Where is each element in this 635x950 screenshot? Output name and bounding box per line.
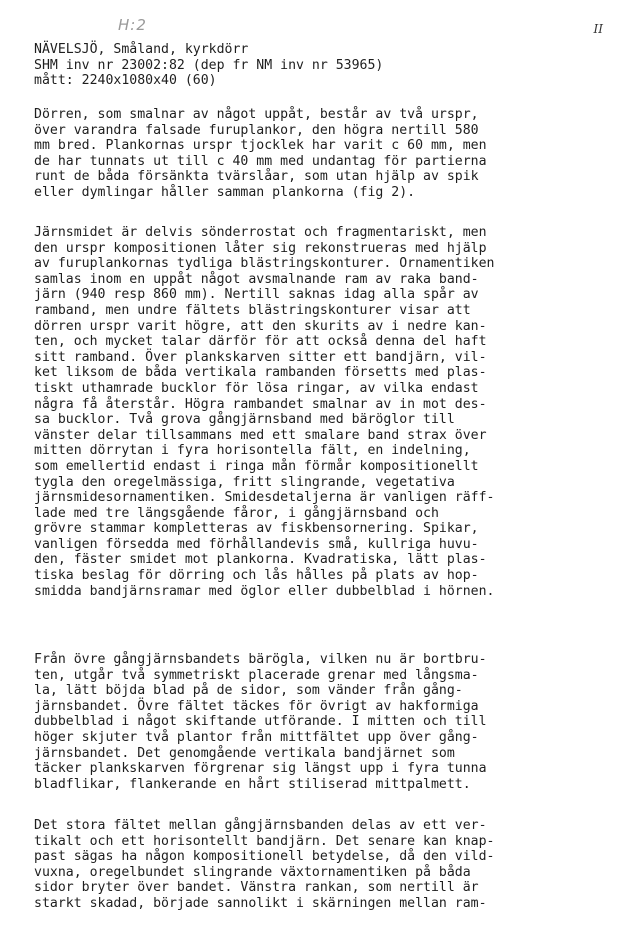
text-line: den, fäster smidet mot plankorna. Kvadratiska, lätt plas- (34, 552, 487, 568)
paragraph-1 (34, 107, 612, 201)
text-line: av furuplankornas tydliga blästringskonturer. Ornamentiken (34, 256, 495, 272)
text-line: sidor bryter över bandet. Vänstra rankan, som nertill är (34, 880, 479, 896)
text-line: Järnsmidet är delvis sönderrostat och fragmentariskt, men (34, 225, 487, 240)
text-line: la, lätt böjda blad på de sidor, som vänder från gång- (34, 683, 463, 699)
text-line: tiska beslag för dörring och lås hålles på plats av hop- (34, 568, 479, 584)
record-header (34, 42, 612, 89)
paragraph-3 (34, 652, 612, 792)
text-line: dörren urspr varit högre, att den skurits av i nedre kan- (34, 318, 487, 334)
text-line: runt de båda försänkta tvärslåar, som utan hjälp av spik (34, 169, 479, 185)
text-line: ramband, men undre fältets blästringskonturer visar att (34, 302, 471, 318)
text-line: järn (940 resp 860 mm). Nertill saknas idag alla spår av (34, 287, 479, 303)
text-line: tygla den oregelmässiga, fritt slingrande, vegetativa (34, 474, 455, 490)
text-line: täcker plankskarven förgrenar sig längst upp i fyra tunna (34, 761, 487, 777)
text-line: sa bucklor. Två grova gångjärnsband med bäröglor till (34, 412, 455, 428)
text-line: ten, och mycket talar därför för att också denna del haft (34, 334, 487, 350)
text-line: bladflikar, flankerande en hårt stiliserad mittpalmett. (34, 776, 471, 792)
handwritten-mark: H:2 (118, 16, 147, 34)
text-line: några få återstår. Högra rambandet smalnar av in mot des- (34, 396, 487, 412)
header-title-line: NÄVELSJÖ, Småland, kyrkdörr (34, 42, 249, 57)
page-number: II (593, 22, 603, 36)
text-line: Dörren, som smalnar av något uppåt, består av två urspr, (34, 107, 479, 122)
text-line: lade med tre längsgående fåror, i gångjärnsband och (34, 505, 439, 521)
text-line: ten, utgår två symmetriskt placerade grenar med långsma- (34, 667, 479, 683)
text-line: vuxna, oregelbundet slingrande växtornamentiken på båda (34, 864, 471, 880)
text-line: höger skjuter två plantor från mittfältet upp över gång- (34, 729, 479, 745)
text-line: vänster delar tillsammans med ett smalare band strax över (34, 427, 487, 443)
text-line: den urspr kompositionen låter sig rekonstrueras med hjälp (34, 240, 487, 256)
text-line: dubbelblad i något skiftande utförande. I mitten och till (34, 714, 487, 730)
text-line: past sägas ha någon kompositionell betydelse, då den vild- (34, 849, 495, 865)
text-line: järnsbandet. Övre fältet täckes för övrigt av hakformiga (34, 698, 479, 714)
paragraph-2 (34, 225, 612, 599)
text-line: grövre stammar kompletteras av fiskbensornering. Spikar, (34, 521, 479, 537)
text-line: tiskt uthamrade bucklor för lösa ringar, av vilka endast (34, 380, 479, 396)
text-line: järnsbandet. Det genomgående vertikala bandjärnet som (34, 745, 455, 761)
text-line: över varandra falsade furuplankor, den högra nertill 580 (34, 122, 479, 138)
text-line: de har tunnats ut till c 40 mm med undantag för partierna (34, 153, 487, 169)
header-dimensions-line: mått: 2240x1080x40 (60) (34, 73, 217, 89)
text-line: starkt skadad, började sannolikt i skärningen mellan ram- (34, 895, 487, 911)
text-line: vanligen försedda med förhållandevis små, kullriga huvu- (34, 536, 479, 552)
text-line: ket liksom de båda vertikala rambanden försetts med plas- (34, 365, 487, 381)
text-line: samlas inom en uppåt något avsmalnande ram av raka band- (34, 271, 479, 287)
text-line: Det stora fältet mellan gångjärnsbanden delas av ett ver- (34, 818, 487, 833)
text-line: smidda bandjärnsramar med öglor eller dubbelblad i hörnen. (34, 583, 495, 599)
text-line: mitten dörrytan i fyra horisontella fält, en indelning, (34, 443, 471, 459)
text-line: som emellertid endast i ringa mån förmår kompositionellt (34, 458, 479, 474)
text-line: Från övre gångjärnsbandets bärögla, vilken nu är bortbru- (34, 652, 487, 667)
text-line: tikalt och ett horisontellt bandjärn. Det senare kan knap- (34, 833, 495, 849)
text-line: eller dymlingar håller samman plankorna (fig 2). (34, 184, 416, 200)
text-line: sitt ramband. Över plankskarven sitter ett bandjärn, vil- (34, 349, 487, 365)
text-line: järnsmidesornamentiken. Smidesdetaljerna är vanligen räff- (34, 490, 495, 506)
header-inventory-line: SHM inv nr 23002:82 (dep fr NM inv nr 53965) (34, 57, 384, 73)
paragraph-4 (34, 818, 612, 912)
text-line: mm bred. Plankornas urspr tjocklek har varit c 60 mm, men (34, 138, 487, 154)
